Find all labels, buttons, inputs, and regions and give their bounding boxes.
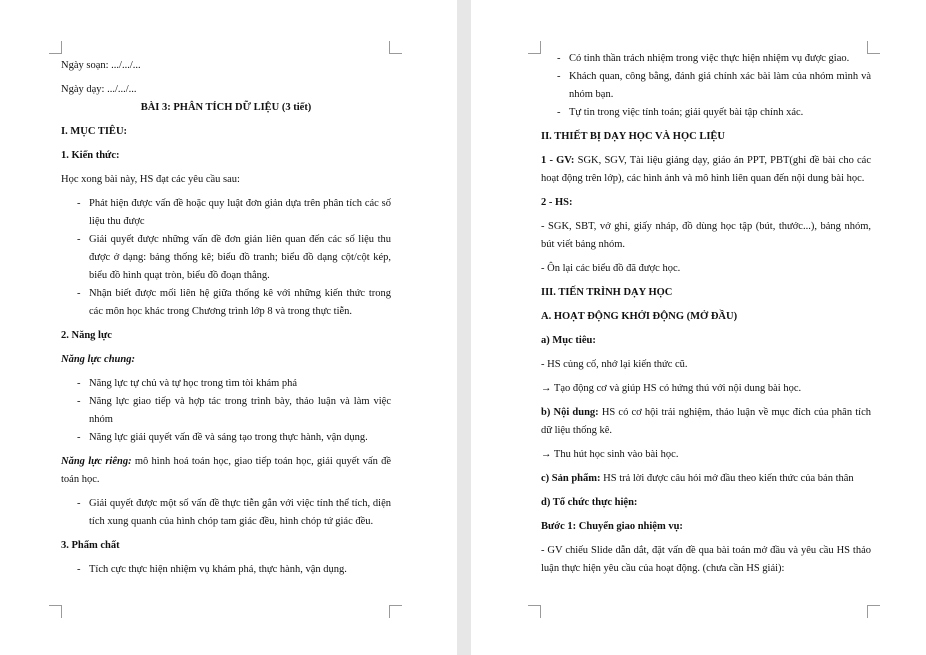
gv-label: 1 - GV:	[541, 155, 575, 166]
hs-text-2: - Ôn lại các biểu đồ đã được học.	[541, 263, 681, 274]
left-page-content[interactable]	[61, 57, 391, 579]
product-text: HS trả lời được câu hỏi mở đầu theo kiến thức của bản thân	[600, 473, 854, 484]
margin-corner-bottom-right	[389, 605, 402, 618]
list-item: - Năng lực giải quyết vấn đề và sáng tạo trong thực hành, vận dụng.	[61, 429, 391, 447]
margin-corner-bottom-right	[867, 605, 880, 618]
knowledge-list	[61, 195, 391, 321]
margin-corner-top-left	[528, 41, 541, 54]
general-competency-list	[61, 375, 391, 447]
gv-text: SGK, SGV, Tài liệu giảng dạy, giáo án PPT, PBT(ghi đề bài cho các hoạt động trên lớp), các hình ảnh và mô hình liên quan đến nội dung bài học.	[541, 155, 871, 184]
objectives-heading: I. MỤC TIÊU:	[61, 126, 128, 137]
goal-heading: a) Mục tiêu:	[541, 335, 596, 346]
hs-text-1: - SGK, SBT, vở ghi, giấy nháp, đồ dùng học tập (bút, thước...), bảng nhóm, bút viết bảng nhóm.	[541, 221, 871, 250]
specific-competency-text: mô hình hoá toán học, giao tiếp toán học, giải quyết vấn đề toán học.	[61, 456, 391, 485]
gv-paragraph	[541, 152, 871, 188]
organize-heading: d) Tổ chức thực hiện:	[541, 497, 638, 508]
margin-corner-bottom-left	[528, 605, 541, 618]
date-teach: Ngày dạy: .../.../...	[61, 84, 137, 95]
list-item: - Phát hiện được vấn đề hoặc quy luật đơn giản dựa trên phân tích các số liệu thu được	[61, 195, 391, 231]
process-heading: III. TIẾN TRÌNH DẠY HỌC	[541, 287, 673, 298]
content-label: b) Nội dung:	[541, 407, 599, 418]
list-item: - Khách quan, công bằng, đánh giá chính xác bài làm của nhóm mình và nhóm bạn.	[541, 68, 871, 104]
list-item: - Có tinh thần trách nhiệm trong việc thực hiện nhiệm vụ được giao.	[541, 50, 871, 68]
knowledge-heading: 1. Kiến thức:	[61, 150, 120, 161]
document-page-left	[0, 0, 457, 655]
knowledge-intro: Học xong bài này, HS đạt các yêu cầu sau:	[61, 174, 240, 185]
specific-competency-list	[61, 495, 391, 531]
content-text: HS có cơ hội trải nghiệm, thảo luận về mục đích của phân tích dữ liệu thống kê.	[541, 407, 871, 436]
activity-heading: A. HOẠT ĐỘNG KHỞI ĐỘNG (MỞ ĐẦU)	[541, 311, 738, 322]
list-item: - Giải quyết được một số vấn đề thực tiễn gắn với việc tính thể tích, diện tích xung quanh của hình chóp tam giác đều, hình chóp tứ giác đều.	[61, 495, 391, 531]
specific-competency-label: Năng lực riêng:	[61, 456, 132, 467]
content-paragraph	[541, 404, 871, 440]
step1-text: - GV chiếu Slide dẫn dắt, đặt vấn đề qua bài toán mở đầu và yêu cầu HS thảo luận thực hiện yêu cầu của hoạt động. (chưa cần HS giải):	[541, 545, 871, 574]
hs-heading: 2 - HS:	[541, 197, 573, 208]
list-item: - Tự tin trong việc tính toán; giải quyết bài tập chính xác.	[541, 104, 871, 122]
margin-corner-bottom-left	[49, 605, 62, 618]
list-item: - Giải quyết được những vấn đề đơn giản liên quan đến các số liệu thu được ở dạng: bảng thống kê; biểu đồ tranh; biểu đồ dạng cột/cột kép, biểu đồ hình quạt tròn, biểu đồ đoạn thẳng.	[61, 231, 391, 285]
list-item: - Năng lực giao tiếp và hợp tác trong trình bày, thảo luận và làm việc nhóm	[61, 393, 391, 429]
margin-corner-top-right	[389, 41, 402, 54]
step1-heading: Bước 1: Chuyển giao nhiệm vụ:	[541, 521, 683, 532]
lesson-title: BÀI 3: PHÂN TÍCH DỮ LIỆU (3 tiết)	[140, 102, 312, 113]
list-item: - Năng lực tự chủ và tự học trong tìm tòi khám phá	[61, 375, 391, 393]
goal-text-2: → Tạo động cơ và giúp HS có hứng thú với nội dung bài học.	[541, 383, 802, 394]
competency-heading: 2. Năng lực	[61, 330, 112, 341]
date-prep: Ngày soạn: .../.../...	[61, 60, 141, 71]
product-paragraph	[541, 470, 871, 488]
specific-competency	[61, 453, 391, 489]
list-item: - Tích cực thực hiện nhiệm vụ khám phá, thực hành, vận dụng.	[61, 561, 391, 579]
general-competency-label: Năng lực chung:	[61, 354, 135, 365]
content-result: → Thu hút học sinh vào bài học.	[541, 449, 679, 460]
right-page-content[interactable]	[541, 50, 871, 578]
document-page-right	[471, 0, 926, 655]
product-label: c) Sản phẩm:	[541, 473, 601, 484]
qualities-heading: 3. Phẩm chất	[61, 540, 120, 551]
equipment-heading: II. THIẾT BỊ DẠY HỌC VÀ HỌC LIỆU	[541, 131, 725, 142]
continued-qualities-list	[541, 50, 871, 122]
list-item: - Nhận biết được mối liên hệ giữa thống kê với những kiến thức trong các môn học khác trong Chương trình lớp 8 và trong thực tiễn.	[61, 285, 391, 321]
margin-corner-top-left	[49, 41, 62, 54]
goal-text-1: - HS củng cố, nhớ lại kiến thức cũ.	[541, 359, 688, 370]
qualities-list	[61, 561, 391, 579]
